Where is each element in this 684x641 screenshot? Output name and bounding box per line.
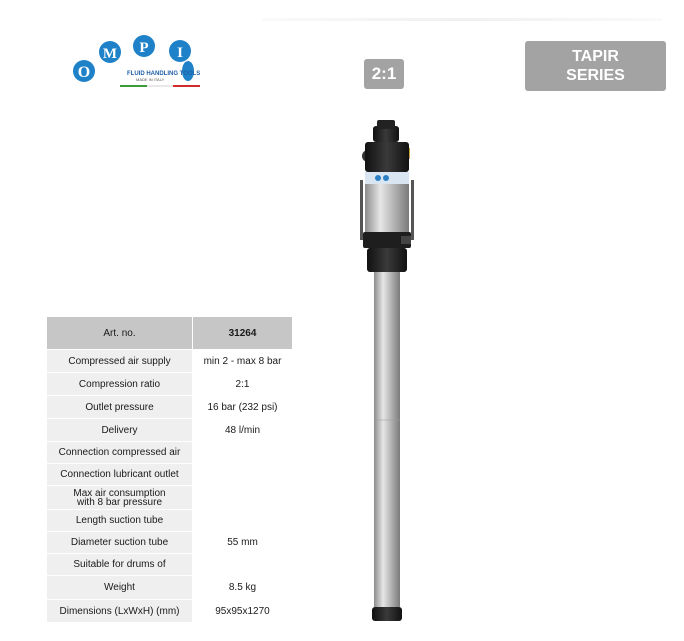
spec-label: Dimensions (LxWxH) (mm): [47, 600, 193, 623]
spec-label: Outlet pressure: [47, 396, 193, 419]
spec-value: 8.5 kg: [193, 576, 293, 600]
spec-label: Connection compressed air: [47, 442, 193, 464]
spec-row: [47, 600, 293, 623]
spec-value: 95x95x1270: [193, 600, 293, 623]
spec-label: Compressed air supply: [47, 350, 193, 373]
spec-label: Connection lubricant outlet: [47, 464, 193, 486]
logo-letter-p: P: [139, 40, 149, 56]
spec-row: [47, 486, 293, 510]
spec-header-label: Art. no.: [47, 317, 193, 350]
spec-row: [47, 532, 293, 554]
spec-value: [193, 510, 293, 532]
spec-header-row: [47, 317, 293, 350]
spec-value: 2:1: [193, 373, 293, 396]
spec-row: [47, 464, 293, 486]
spec-value: 55 mm: [193, 532, 293, 554]
logo-letter-m: M: [102, 46, 118, 62]
spec-label: Delivery: [47, 419, 193, 442]
spec-label: Diameter suction tube: [47, 532, 193, 554]
ratio-badge: 2:1: [364, 59, 404, 89]
series-badge-line1: TAPIR: [572, 48, 619, 65]
spec-label: Suitable for drums of: [47, 554, 193, 576]
spec-label: Compression ratio: [47, 373, 193, 396]
spec-row: [47, 510, 293, 532]
spec-row: [47, 576, 293, 600]
logo-tagline: FLUID HANDLING TOOLS: [127, 71, 201, 77]
spec-value: min 2 - max 8 bar: [193, 350, 293, 373]
italian-flag-stripe: [120, 85, 200, 87]
spec-value: [193, 554, 293, 576]
series-badge-line2: SERIES: [566, 67, 625, 84]
spec-row: [47, 442, 293, 464]
top-divider: [262, 18, 662, 21]
spec-value: [193, 442, 293, 464]
spec-label: Weight: [47, 576, 193, 600]
spec-row: [47, 350, 293, 373]
logo-letter-o: O: [77, 64, 91, 81]
spec-value: [193, 464, 293, 486]
spec-header-value: 31264: [193, 317, 293, 350]
spec-label: Max air consumption with 8 bar pressure: [47, 486, 193, 510]
pump-image: [350, 120, 430, 625]
spec-value: 16 bar (232 psi): [193, 396, 293, 419]
air-pump-illustration: [350, 120, 430, 625]
logo-circles: [70, 33, 205, 93]
spec-row: [47, 373, 293, 396]
spec-value: [193, 486, 293, 510]
logo-letter-i: I: [177, 45, 183, 61]
spec-row: [47, 554, 293, 576]
spec-row: [47, 419, 293, 442]
spec-table: [46, 316, 293, 623]
series-badge: [525, 41, 666, 91]
logo-subtagline: MADE IN ITALY: [136, 77, 165, 82]
spec-label: Length suction tube: [47, 510, 193, 532]
ompi-logo: [70, 33, 205, 93]
spec-row: [47, 396, 293, 419]
spec-value: 48 l/min: [193, 419, 293, 442]
